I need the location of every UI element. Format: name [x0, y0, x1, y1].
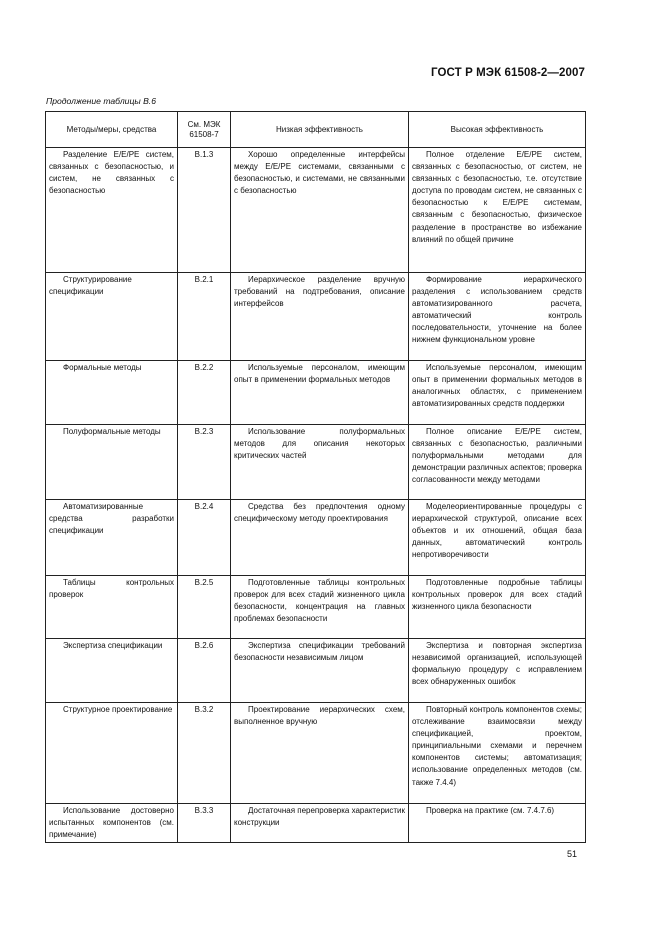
column-header-low: Низкая эффективность	[231, 112, 409, 148]
table-row	[46, 148, 586, 273]
cell-ref: В.2.4	[178, 500, 231, 576]
cell-low: Иерархическое разделение вручную требований на подтребования, описание интерфейсов	[231, 273, 409, 361]
cell-low: Проектирование иерархических схем, выполненное вручную	[231, 703, 409, 804]
cell-low: Использование полуформальных методов для описания некоторых критических частей	[231, 425, 409, 500]
table-row	[46, 639, 586, 703]
cell-method: Автоматизированные средства разработки спецификации	[46, 500, 178, 576]
cell-method: Полуформальные методы	[46, 425, 178, 500]
table-row	[46, 804, 586, 843]
table-row	[46, 273, 586, 361]
cell-method: Экспертиза спецификации	[46, 639, 178, 703]
cell-high: Моделеориентированные процедуры с иерархической структурой, описание всех объектов и их отношений, общая база данных, автоматический контроль непротиворечивости	[409, 500, 586, 576]
page-number: 51	[567, 849, 578, 859]
cell-high: Экспертиза и повторная экспертиза независимой организацией, использующей формальную процедуру с исправлением всех обнаруженных ошибок	[409, 639, 586, 703]
cell-low: Используемые персоналом, имеющим опыт в применении формальных методов	[231, 361, 409, 425]
cell-low: Хорошо определенные интерфейсы между Е/Е/РЕ системами, связанными с безопасностью, и системами, не связанными с безопасностью	[231, 148, 409, 273]
table-row	[46, 425, 586, 500]
table-caption: Продолжение таблицы В.6	[46, 96, 156, 106]
methods-table	[45, 111, 586, 843]
table-header-row	[46, 112, 586, 148]
column-header-ref: См. МЭК 61508-7	[178, 112, 231, 148]
cell-high: Повторный контроль компонентов схемы; отслеживание взаимосвязи между спецификацией, проектом, принципиальными схемами и перечнем компонентов системы; автоматизация; использование определенных методов (см. также 7.4.4)	[409, 703, 586, 804]
table-row	[46, 361, 586, 425]
cell-method: Разделение Е/Е/РЕ систем, связанных с безопасностью, и систем, не связанных с безопасностью	[46, 148, 178, 273]
cell-high: Проверка на практике (см. 7.4.7.6)	[409, 804, 586, 843]
cell-high: Формирование иерархического разделения с использованием средств автоматизированного расчета, автоматический контроль последовательности, уточнение на более нижнем функциональном уровне	[409, 273, 586, 361]
cell-method: Таблицы контрольных проверок	[46, 576, 178, 639]
table-row	[46, 703, 586, 804]
cell-ref: В.2.6	[178, 639, 231, 703]
cell-ref: В.2.2	[178, 361, 231, 425]
cell-high: Полное описание Е/Е/РЕ систем, связанных с безопасностью, различными полуформальными методами для демонстрации различных аспектов; проверка согласованности между методами	[409, 425, 586, 500]
cell-ref: В.1.3	[178, 148, 231, 273]
cell-ref: В.3.3	[178, 804, 231, 843]
cell-high: Используемые персоналом, имеющим опыт в применении формальных методов в аналогичных областях, с применением автоматизированных средств поддержки	[409, 361, 586, 425]
cell-method: Структурное проектирование	[46, 703, 178, 804]
table-row	[46, 500, 586, 576]
column-header-high: Высокая эффективность	[409, 112, 586, 148]
cell-low: Подготовленные таблицы контрольных проверок для всех стадий жизненного цикла безопасности, концентрация на главных проблемах безопасности	[231, 576, 409, 639]
cell-method: Использование достоверно испытанных компонентов (см. примечание)	[46, 804, 178, 843]
column-header-method: Методы/меры, средства	[46, 112, 178, 148]
cell-ref: В.2.5	[178, 576, 231, 639]
cell-low: Экспертиза спецификации требований безопасности независимым лицом	[231, 639, 409, 703]
table-row	[46, 576, 586, 639]
cell-high: Подготовленные подробные таблицы контрольных проверок для всех стадий жизненного цикла безопасности	[409, 576, 586, 639]
document-id: ГОСТ Р МЭК 61508-2—2007	[431, 67, 585, 79]
cell-method: Структурирование спецификации	[46, 273, 178, 361]
cell-ref: В.2.1	[178, 273, 231, 361]
cell-method: Формальные методы	[46, 361, 178, 425]
cell-high: Полное отделение Е/Е/РЕ систем, связанных с безопасностью, от систем, не связанных с безопасностью, т.е. отсутствие доступа по проводам систем, не связанных с безопасностью к Е/Е/РЕ системам, связанным с безопасностью, физическое разделение в пространстве во избежание влияний по общей причине	[409, 148, 586, 273]
cell-low: Достаточная перепроверка характеристик конструкции	[231, 804, 409, 843]
cell-ref: В.3.2	[178, 703, 231, 804]
cell-low: Средства без предпочтения одному специфическому методу проектирования	[231, 500, 409, 576]
cell-ref: В.2.3	[178, 425, 231, 500]
